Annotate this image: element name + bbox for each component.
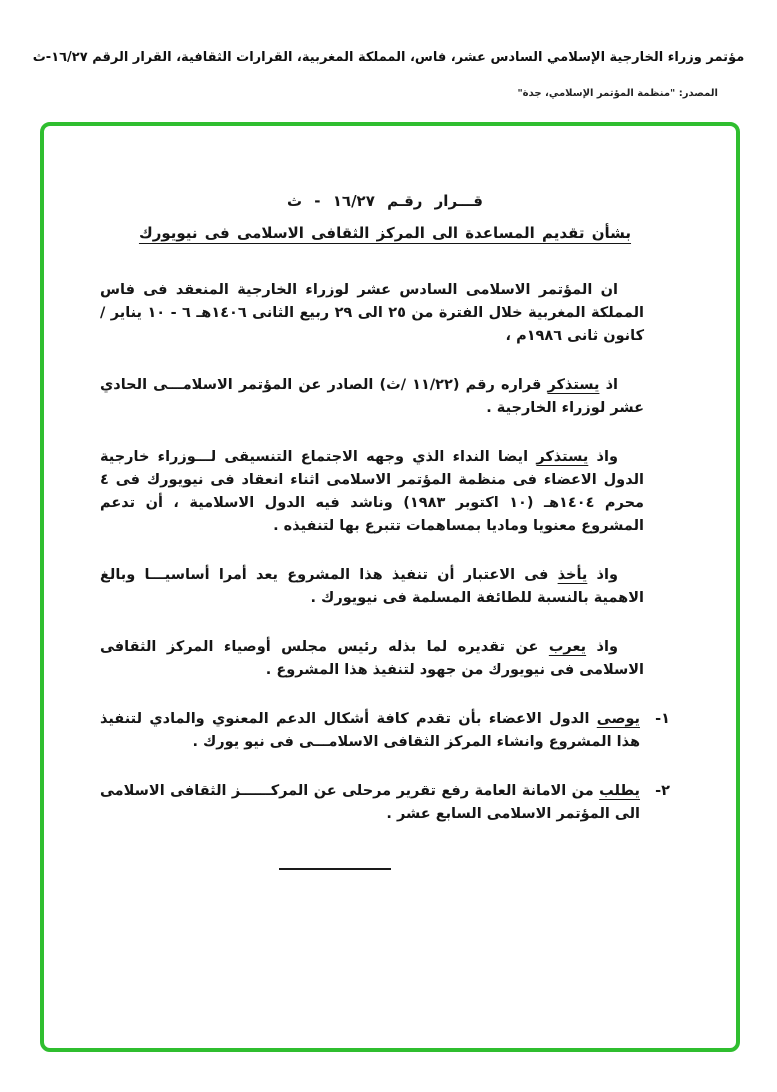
paragraph-text: الدول الاعضاء بأن تقدم كافة أشكال الدعم المعنوي والمادي لتنفيذ هذا المشروع وانشاء المركز الثقافى الاسلامـــى فى نيو يورك . [100, 711, 640, 750]
paragraph-text: واذ [587, 567, 618, 583]
preamble-paragraph-3 [100, 446, 644, 538]
preamble-paragraph-4 [100, 564, 644, 610]
underlined-keyword: يعرب [548, 639, 587, 655]
paragraph-text: عن تقديره لما بذله رئيس مجلس أوصياء المركز الثقافى الاسلامى فى نيويورك من جهود لتنفيذ هذا المشروع . [100, 639, 644, 678]
preamble-paragraph-2 [100, 374, 644, 420]
source-line: المصدر: "منظمة المؤتمر الإسلامي، جدة" [517, 88, 718, 99]
paragraph-text: ايضا النداء الذي وجهه الاجتماع التنسيقى لـــوزراء خارجية الدول الاعضاء فى منظمة المؤتمر الاسلامى اثناء انعقاد فى نيويورك فى ٤ محرم ١٤٠٤هـ (١٠ اكتوبر ١٩٨٣) وناشد فيه الدول الاسلامية ، أن تدعم المشروع معنويا وماديا بمساهمات تتبرع بها لتنفيذه . [100, 449, 645, 534]
resolution-subject: بشأن تقديم المساعدة الى المركز الثقافى الاسلامى فى نيويورك [138, 224, 632, 242]
operative-item-1 [100, 708, 670, 754]
operative-item-2 [100, 780, 670, 826]
item-number: ١- [655, 711, 670, 727]
underlined-keyword: يوصى [596, 711, 640, 727]
end-of-document-rule [279, 868, 391, 870]
underlined-keyword: يطلب [599, 783, 640, 799]
paragraph-text: من الامانة العامة رفع تقرير مرحلى عن المركــــــز الثقافى الاسلامى الى المؤتمر الاسلامى السابع عشر . [100, 783, 640, 822]
underlined-keyword: يستذكر [536, 449, 589, 465]
paragraph-text: واذ [586, 639, 618, 655]
paragraph-text: قراره رقم (١١/٢٢ /ث) الصادر عن المؤتمر الاسلامـــى الحادي عشر لوزراء الخارجية . [100, 377, 644, 416]
preamble-paragraph-1 [100, 279, 644, 348]
paragraph-text: واذ [588, 449, 618, 465]
resolution-title: قـــرار رقـم ١٦/٢٧ - ث [287, 192, 483, 210]
preamble-paragraph-5 [100, 636, 644, 682]
paragraph-text: فى الاعتبار أن تنفيذ هذا المشروع يعد أمرا أساسيـــا وبالغ الاهمية بالنسبة للطائفة المسلمة فى نيويورك . [100, 567, 644, 606]
underlined-keyword: يأخذ [557, 567, 588, 583]
document-frame [40, 122, 740, 1052]
item-text [100, 780, 640, 826]
item-number: ٢- [655, 783, 670, 799]
underlined-keyword: يستذكر [547, 377, 600, 393]
paragraph-text: ان المؤتمر الاسلامى السادس عشر لوزراء الخارجية المنعقد فى فاس المملكة المغربية خلال الفترة من ٢٥ الى ٢٩ ربيع الثانى ١٤٠٦هـ ٦ - ١٠ يناير / كانون ثانى ١٩٨٦م ، [100, 282, 644, 344]
item-text [100, 708, 640, 754]
paragraph-text: اذ [599, 377, 618, 393]
header-citation: مؤتمر وزراء الخارجية الإسلامي السادس عشر، فاس، المملكة المغربية، القرارات الثقافية، القرار الرقم ١٦/٢٧-ث [32, 50, 745, 65]
document-content [44, 126, 736, 1048]
